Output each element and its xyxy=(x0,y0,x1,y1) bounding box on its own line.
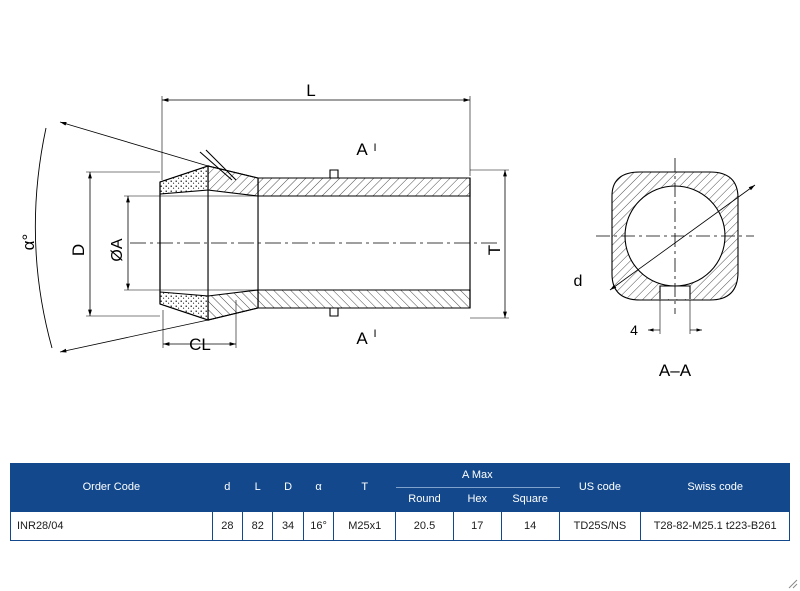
cell-us-code: TD25S/NS xyxy=(559,512,641,541)
header-a-hex: Hex xyxy=(453,488,501,512)
cell-swiss-code: T28-82-M25.1 t223-B261 xyxy=(641,512,790,541)
slot-width-label: 4 xyxy=(630,322,638,338)
dim-label-alpha: α° xyxy=(19,233,38,251)
header-swiss-code: Swiss code xyxy=(641,464,790,512)
header-a-max-group: A Max xyxy=(396,464,559,488)
header-a-round: Round xyxy=(396,488,454,512)
section-view-label: A–A xyxy=(658,361,692,380)
cell-a-round: 20.5 xyxy=(396,512,454,541)
cell-alpha: 16° xyxy=(303,512,334,541)
cell-T: M25x1 xyxy=(334,512,396,541)
section-mark-top: A xyxy=(356,140,368,159)
cell-d: 28 xyxy=(212,512,242,541)
cell-order-code: INR28/04 xyxy=(11,512,213,541)
header-order-code: Order Code xyxy=(11,464,213,512)
section-mark-top-sub: I xyxy=(373,142,377,154)
header-a-square: Square xyxy=(501,488,559,512)
dim-label-T: T xyxy=(485,244,504,256)
section-label-d: d xyxy=(573,273,583,290)
table-header-row-1 xyxy=(11,464,790,488)
specification-table-container xyxy=(10,463,790,541)
header-D: D xyxy=(273,464,303,512)
table-row[interactable] xyxy=(11,512,790,541)
cell-D: 34 xyxy=(273,512,303,541)
resize-handle-icon xyxy=(788,579,798,589)
dim-label-D: D xyxy=(69,243,88,257)
cell-L: 82 xyxy=(243,512,273,541)
dim-label-L: L xyxy=(306,81,316,100)
header-L: L xyxy=(243,464,273,512)
section-mark-bottom: A xyxy=(356,329,368,348)
header-us-code: US code xyxy=(559,464,641,512)
specification-table xyxy=(10,463,790,541)
header-d: d xyxy=(212,464,242,512)
header-T: T xyxy=(334,464,396,512)
dim-label-bore-A: ØA xyxy=(109,238,126,262)
header-alpha: α xyxy=(303,464,334,512)
dim-label-CL: CL xyxy=(189,335,211,354)
cell-a-square: 14 xyxy=(501,512,559,541)
section-mark-bottom-sub: I xyxy=(373,328,377,340)
cell-a-hex: 17 xyxy=(453,512,501,541)
